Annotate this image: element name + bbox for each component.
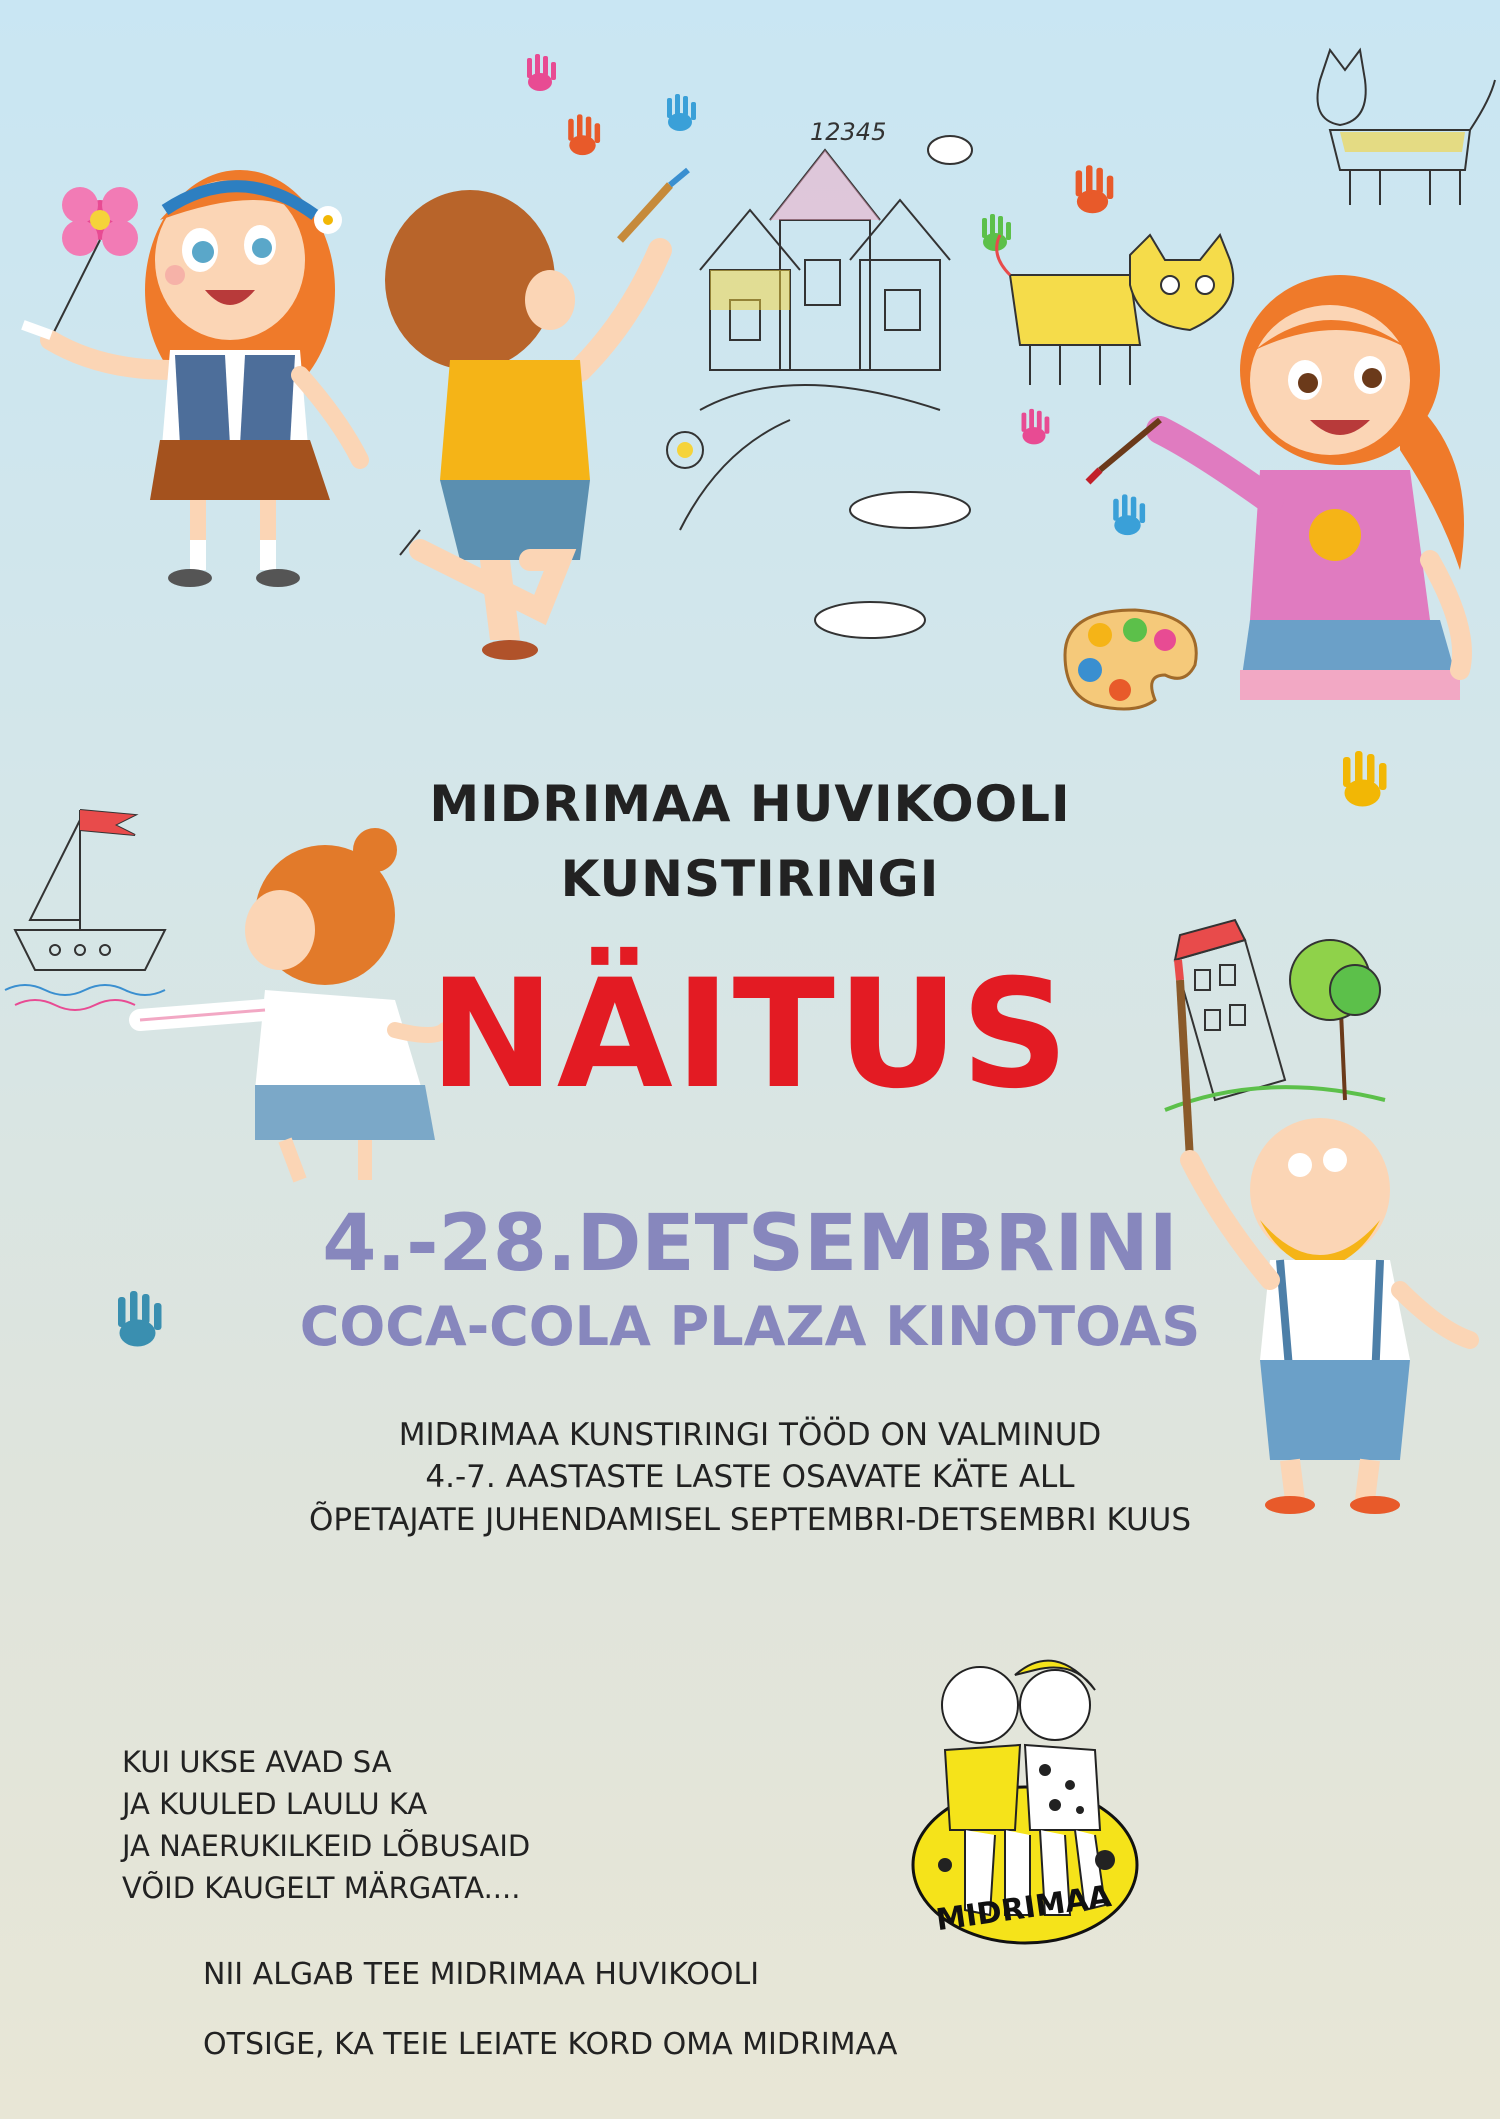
castle-doodle [640, 110, 1000, 670]
poem-line: JA NAERUKILKEID LÕBUSAID [122, 1829, 531, 1863]
headline: NÄITUS [429, 948, 1071, 1122]
svg-text:12345: 12345 [810, 118, 887, 146]
title-line-2: KUNSTIRINGI [560, 850, 940, 908]
handprint-icon [555, 110, 610, 165]
description-line: MIDRIMAA KUNSTIRINGI TÖÖD ON VALMINUD [398, 1417, 1102, 1453]
poem-line: KUI UKSE AVAD SA [122, 1745, 392, 1779]
paint-palette-icon [1055, 605, 1205, 715]
handprint-icon [1060, 160, 1125, 225]
tagline: OTSIGE, KA TEIE LEIATE KORD OMA MIDRIMAA [203, 2027, 898, 2062]
poem-line: JA KUULED LAULU KA [122, 1787, 428, 1821]
handprint-icon [515, 50, 565, 100]
midrimaa-logo [905, 1650, 1145, 1950]
girl-drawing-illustration [10, 140, 380, 600]
description-line: ÕPETAJATE JUHENDAMISEL SEPTEMBRI-DETSEMBRI KUUS [308, 1502, 1192, 1538]
description-line: 4.-7. AASTASTE LASTE OSAVATE KÄTE ALL [425, 1459, 1075, 1495]
title-line-1: MIDRIMAA HUVIKOOLI [429, 775, 1071, 833]
exhibition-dates: 4.-28.DETSEMBRINI [322, 1199, 1178, 1289]
tagline: NII ALGAB TEE MIDRIMAA HUVIKOOLI [203, 1957, 760, 1992]
poem-line: VÕID KAUGELT MÄRGATA.... [122, 1871, 521, 1905]
cat-doodle [1300, 40, 1500, 210]
exhibition-venue: COCA-COLA PLAZA KINOTOAS [299, 1295, 1201, 1358]
logo-text: MIDRIMAA [933, 1878, 1114, 1939]
